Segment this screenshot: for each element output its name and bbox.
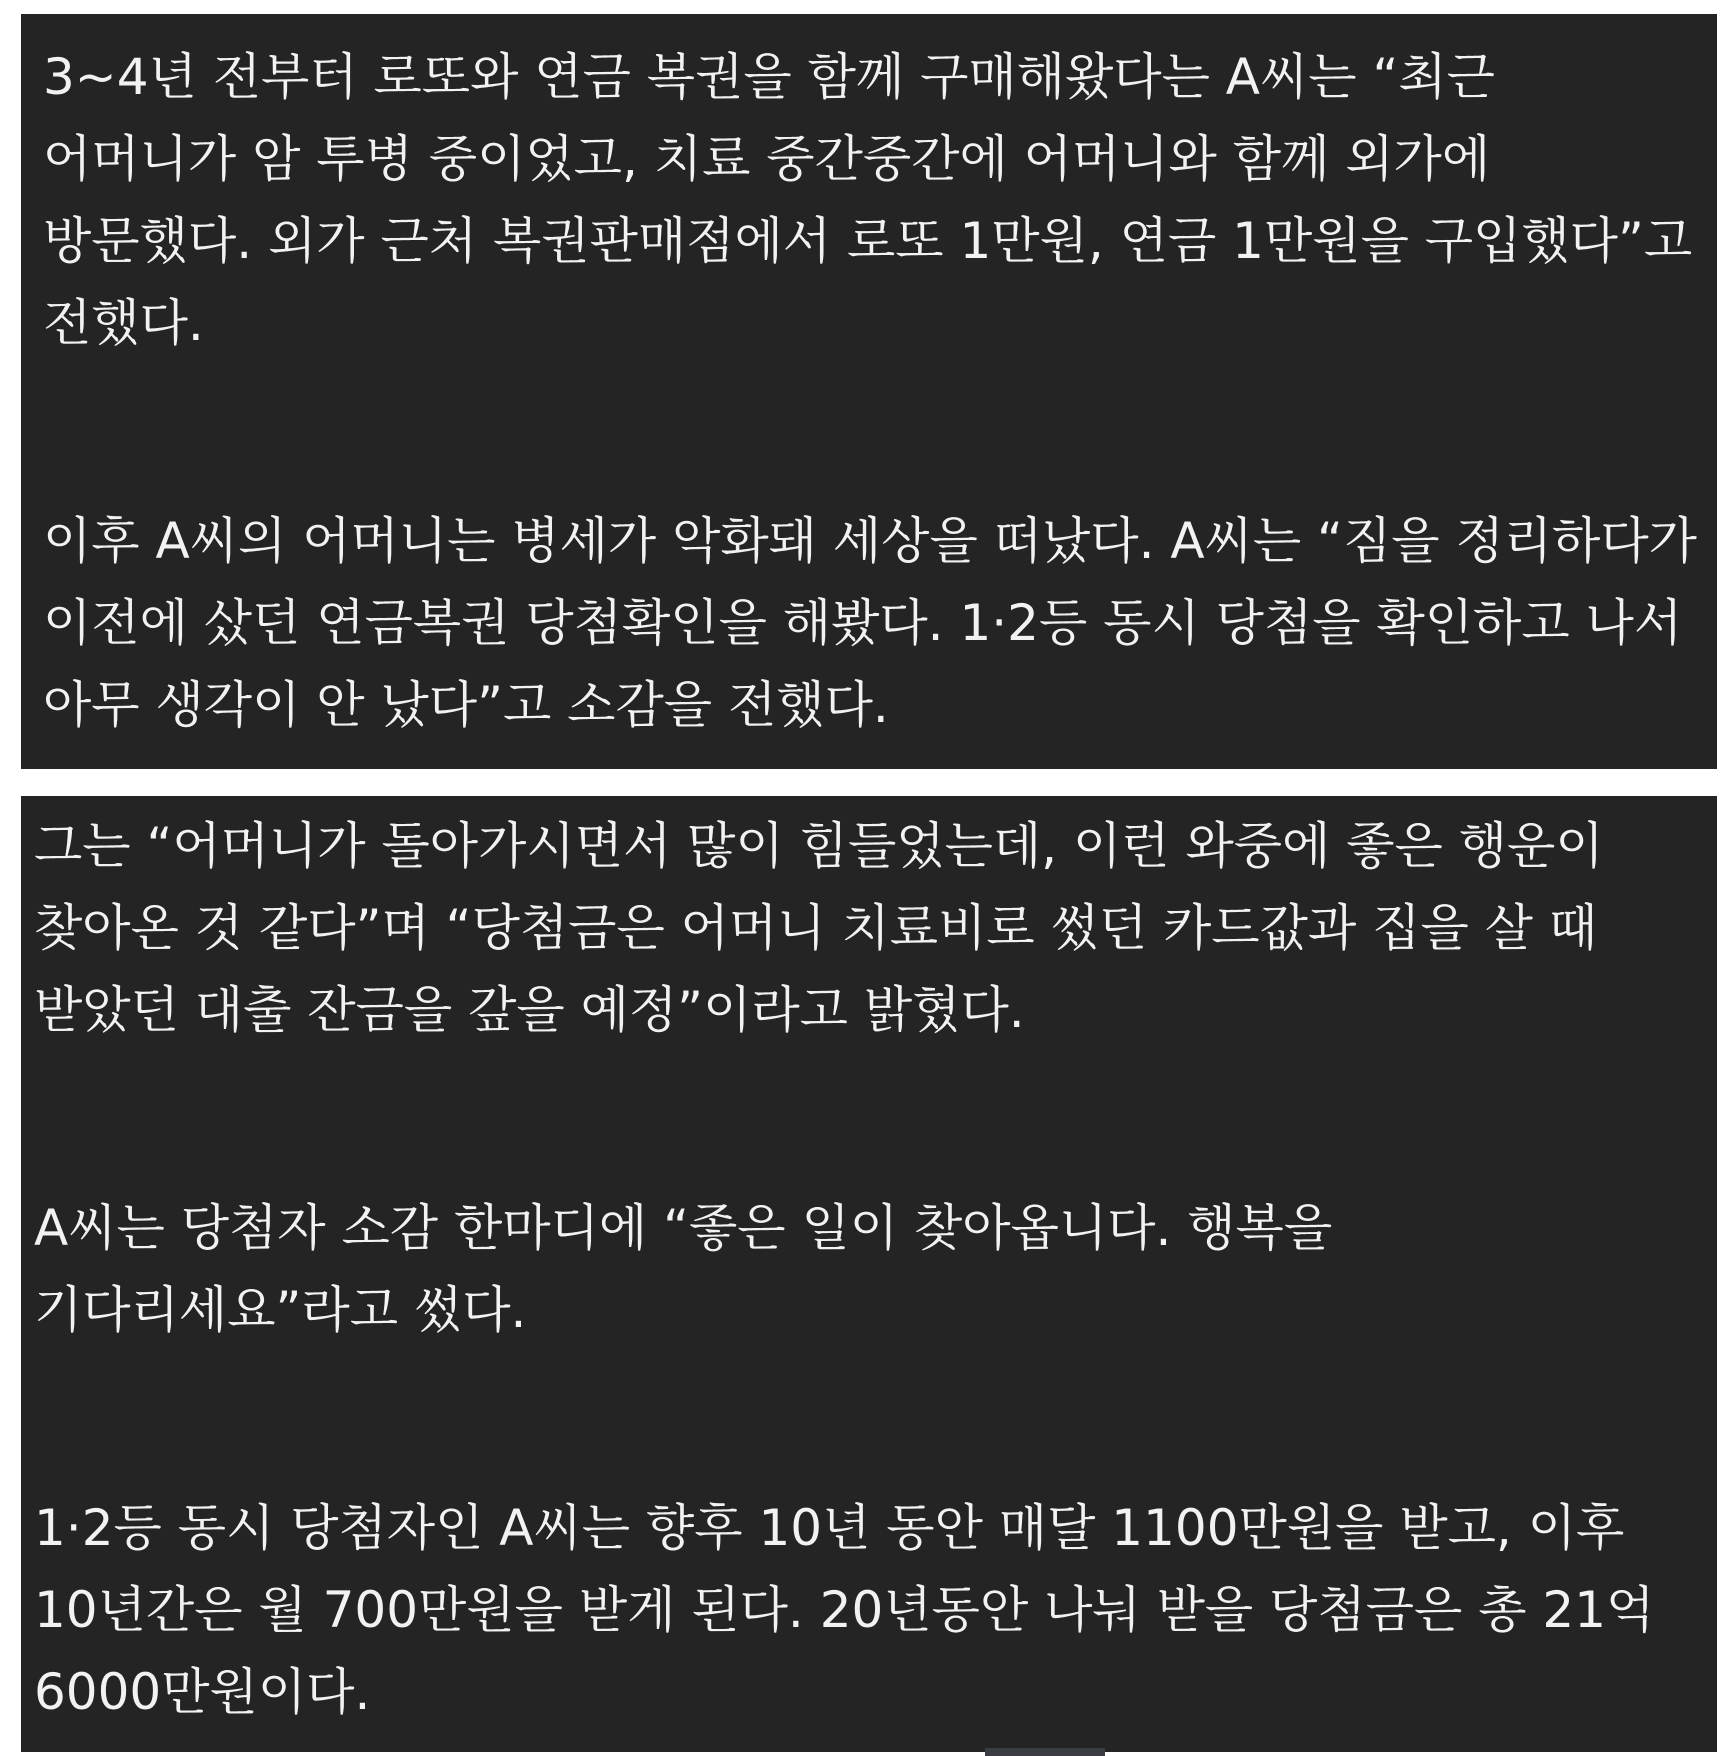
paragraph: 3~4년 전부터 로또와 연금 복권을 함께 구매해왔다는 A씨는 “최근 어머니가 암 투병 중이었고, 치료 중간중간에 어머니와 함께 외가에 방문했다. 외가 근처 복권판매점에서 로또 1만원, 연금 1만원을 구입했다”고 전했다. [43, 48, 1693, 352]
image-edge-fragment [985, 1748, 1105, 1756]
article-panel-1 [21, 14, 1717, 769]
paragraph: 1·2등 동시 당첨자인 A씨는 향후 10년 동안 매달 1100만원을 받고, 이후 10년간은 월 700만원을 받게 된다. 20년동안 나눠 받을 당첨금은 총 21억 6000만원이다. [34, 1499, 1655, 1721]
article-panel-2 [21, 796, 1717, 1752]
paragraph: 이후 A씨의 어머니는 병세가 악화돼 세상을 떠났다. A씨는 “짐을 정리하다가 이전에 샀던 연금복권 당첨확인을 해봤다. 1·2등 동시 당첨을 확인하고 나서 아무 생각이 안 났다”고 소감을 전했다. [43, 512, 1697, 734]
paragraph: A씨는 당첨자 소감 한마디에 “좋은 일이 찾아옵니다. 행복을 기다리세요”라고 썼다. [34, 1199, 1333, 1339]
paragraph: 그는 “어머니가 돌아가시면서 많이 힘들었는데, 이런 와중에 좋은 행운이 찾아온 것 같다”며 “당첨금은 어머니 치료비로 썼던 카드값과 집을 살 때 받았던 대출 잔금을 갚을 예정”이라고 밝혔다. [34, 817, 1604, 1039]
